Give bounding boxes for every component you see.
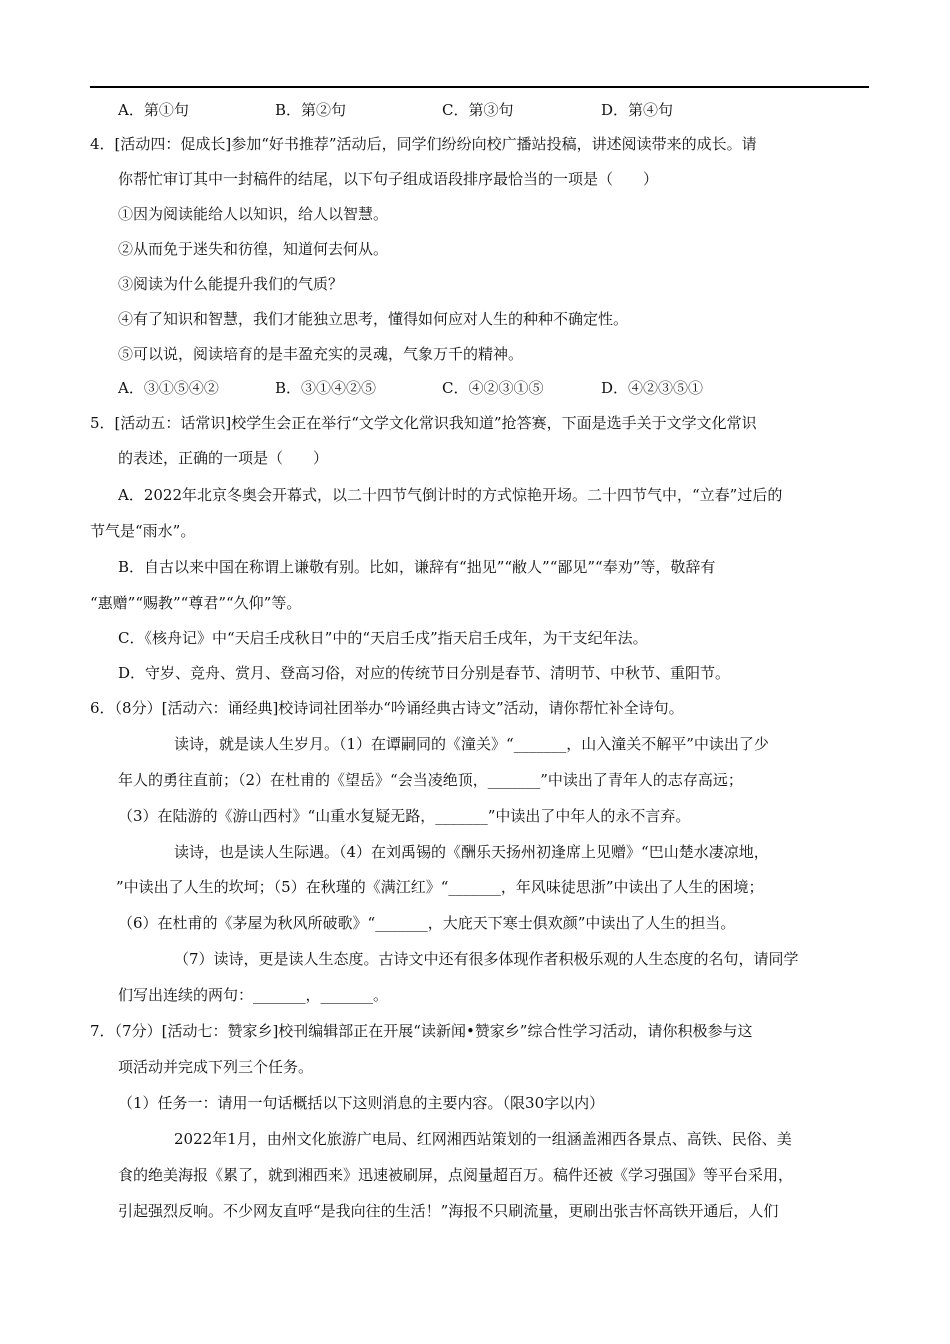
q7-news-line-2: 食的绝美海报《累了，就到湘西来》迅速被刷屏，点阅量超百万。稿件还被《学习强国》等平台采用，	[118, 1166, 794, 1184]
q7-stem-line-1: 7．（7分）[活动七：赞家乡]校刊编辑部正在开展“读新闻•赞家乡”综合性学习活动，请你积极参与这	[90, 1022, 753, 1040]
q4-option-d: D．④②③⑤①	[601, 379, 704, 397]
q4-stem-line-1: 4．[活动四：促成长]参加“好书推荐”活动后，同学们纷纷向校广播站投稿，讲述阅读带来的成长。请	[90, 135, 757, 153]
q6-para3-line-1: （7）读诗，更是读人生态度。古诗文中还有很多体现作者积极乐观的人生态度的名句，请同学	[174, 950, 799, 968]
q7-stem-line-2: 项活动并完成下列三个任务。	[118, 1058, 314, 1076]
q5-option-d: D．守岁、竞舟、赏月、登高习俗，对应的传统节日分别是春节、清明节、中秋节、重阳节。	[118, 664, 731, 682]
q3-option-d: D．第④句	[601, 101, 674, 119]
q3-option-b: B．第②句	[275, 101, 347, 119]
q6-para2-line-2: ”中读出了人生的坎坷；（5）在秋瑾的《满江红》“_______，年风味徒思浙”中读出了人生的困境；	[116, 878, 764, 896]
q7-task-1: （1）任务一：请用一句话概括以下这则消息的主要内容。（限30字以内）	[118, 1094, 605, 1112]
q7-news-line-3: 引起强烈反响。不少网友直呼“是我向往的生活！”海报不只刷流量，更刷出张吉怀高铁开通后，人们	[118, 1202, 779, 1220]
q4-sentence-5: ⑤可以说，阅读培育的是丰盈充实的灵魂，气象万千的精神。	[118, 345, 524, 363]
q6-para2-line-3: （6）在杜甫的《茅屋为秋风所破歌》“_______，大庇天下寒士俱欢颜”中读出了人生的担当。	[118, 914, 736, 932]
q5-option-a-line-2: 节气是“雨水”。	[90, 522, 196, 540]
q5-option-b-line-1: B．自古以来中国在称谓上谦敬有别。比如，谦辞有“拙见”“敝人”“鄙见”“奉劝”等，敬辞有	[118, 558, 716, 576]
q4-sentence-4: ④有了知识和智慧，我们才能独立思考，懂得如何应对人生的种种不确定性。	[118, 310, 629, 328]
q4-option-a: A．③①⑤④②	[118, 379, 219, 397]
q4-stem-line-2: 你帮忙审订其中一封稿件的结尾，以下句子组成语段排序最恰当的一项是（ ）	[118, 170, 659, 188]
q4-option-b: B．③①④②⑤	[275, 379, 377, 397]
header-rule	[90, 86, 869, 88]
q4-option-c: C．④②③①⑤	[442, 379, 544, 397]
q5-option-b-line-2: “惠赠”“赐教”“尊君”“久仰”等。	[90, 594, 302, 612]
q5-option-c: C．《核舟记》中“天启壬戌秋日”中的“天启壬戌”指天启壬戌年，为干支纪年法。	[118, 629, 648, 647]
q3-option-c: C．第③句	[442, 101, 514, 119]
q4-sentence-1: ①因为阅读能给人以知识，给人以智慧。	[118, 205, 389, 223]
q5-stem-line-1: 5．[活动五：话常识]校学生会正在举行“文学文化常识我知道”抢答赛，下面是选手关于文学文化常识	[90, 414, 757, 432]
q6-para1-line-3: （3）在陆游的《游山西村》“山重水复疑无路，_______”中读出了中年人的永不言弃。	[118, 807, 691, 825]
q6-stem: 6．（8分）[活动六：诵经典]校诗词社团举办“吟诵经典古诗文”活动，请你帮忙补全诗句。	[90, 699, 684, 717]
q4-sentence-2: ②从而免于迷失和彷徨，知道何去何从。	[118, 240, 389, 258]
q6-para1-line-2: 年人的勇往直前；（2）在杜甫的《望岳》“会当凌绝顶，_______”中读出了青年人的志存高远；	[118, 771, 743, 789]
q5-option-a-line-1: A．2022年北京冬奥会开幕式，以二十四节气倒计时的方式惊艳开场。二十四节气中，“立春”过后的	[118, 486, 783, 504]
q6-para1-line-1: 读诗，就是读人生岁月。（1）在谭嗣同的《潼关》“_______，山入潼关不解平”中读出了少	[174, 735, 769, 753]
q4-sentence-3: ③阅读为什么能提升我们的气质？	[118, 275, 344, 293]
q3-option-a: A．第①句	[118, 101, 189, 119]
q5-stem-line-2: 的表述，正确的一项是（ ）	[118, 449, 329, 467]
q6-para2-line-1: 读诗，也是读人生际遇。（4）在刘禹锡的《酬乐天扬州初逢席上见赠》“巴山楚水凄凉地，	[174, 843, 769, 861]
q7-news-line-1: 2022年1月，由州文化旅游广电局、红网湘西站策划的一组涵盖湘西各景点、高铁、民俗、美	[174, 1130, 792, 1148]
q6-para3-line-2: 们写出连续的两句：_______，_______。	[118, 986, 389, 1004]
